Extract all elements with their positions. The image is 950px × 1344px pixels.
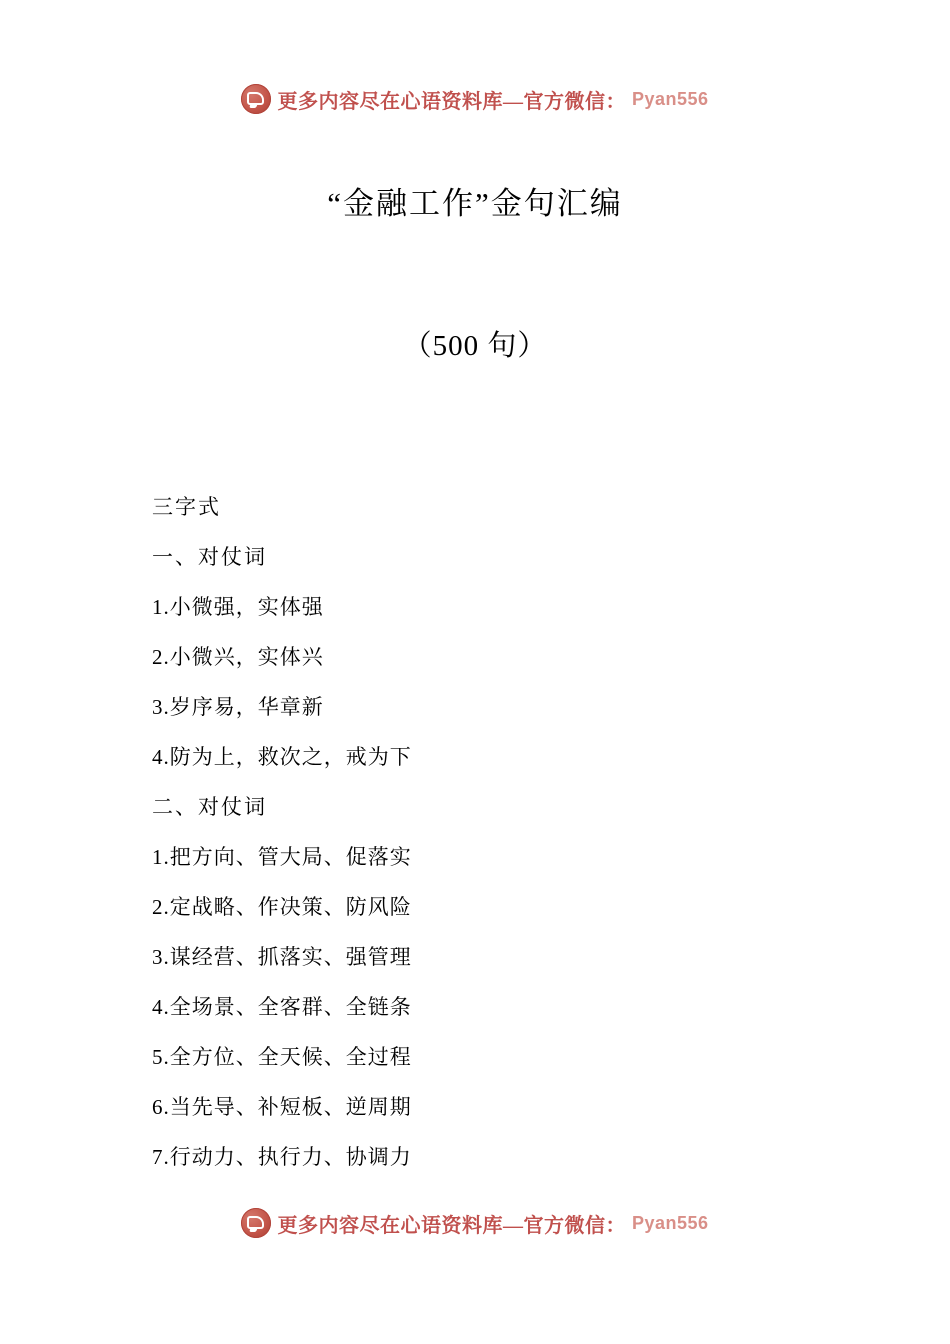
list-item: 三字式 xyxy=(152,495,221,519)
list-item: 5.全方位、全天候、全过程 xyxy=(152,1045,412,1069)
book-logo-icon xyxy=(241,84,271,114)
page-subtitle: （500 句） xyxy=(402,330,548,362)
footer-watermark-text: 更多内容尽在心语资料库—官方微信： xyxy=(277,1214,626,1237)
footer-watermark-wechat-id: Pyan556 xyxy=(631,1212,709,1233)
list-item: 一、对仗词 xyxy=(152,545,267,569)
header-watermark xyxy=(0,84,950,114)
list-item: 4.防为上，救次之，戒为下 xyxy=(152,745,412,769)
list-item: 3.谋经营、抓落实、强管理 xyxy=(152,945,412,969)
list-item: 二、对仗词 xyxy=(152,795,267,819)
header-watermark-text: 更多内容尽在心语资料库—官方微信： xyxy=(277,90,626,113)
list-item: 1.小微强，实体强 xyxy=(152,595,324,619)
header-watermark-wechat-id: Pyan556 xyxy=(631,88,709,109)
list-item: 7.行动力、执行力、协调力 xyxy=(152,1145,412,1169)
page-title: “金融工作”金句汇编 xyxy=(327,186,623,221)
list-item: 6.当先导、补短板、逆周期 xyxy=(152,1095,412,1119)
list-item: 1.把方向、管大局、促落实 xyxy=(152,845,412,869)
list-item: 2.定战略、作决策、防风险 xyxy=(152,895,412,919)
footer-watermark xyxy=(0,1208,950,1238)
list-item: 3.岁序易，华章新 xyxy=(152,695,324,719)
document-body xyxy=(0,150,950,1182)
book-logo-icon xyxy=(241,1208,271,1238)
document-lines xyxy=(0,364,950,1182)
list-item: 4.全场景、全客群、全链条 xyxy=(152,995,412,1019)
list-item: 2.小微兴，实体兴 xyxy=(152,645,324,669)
